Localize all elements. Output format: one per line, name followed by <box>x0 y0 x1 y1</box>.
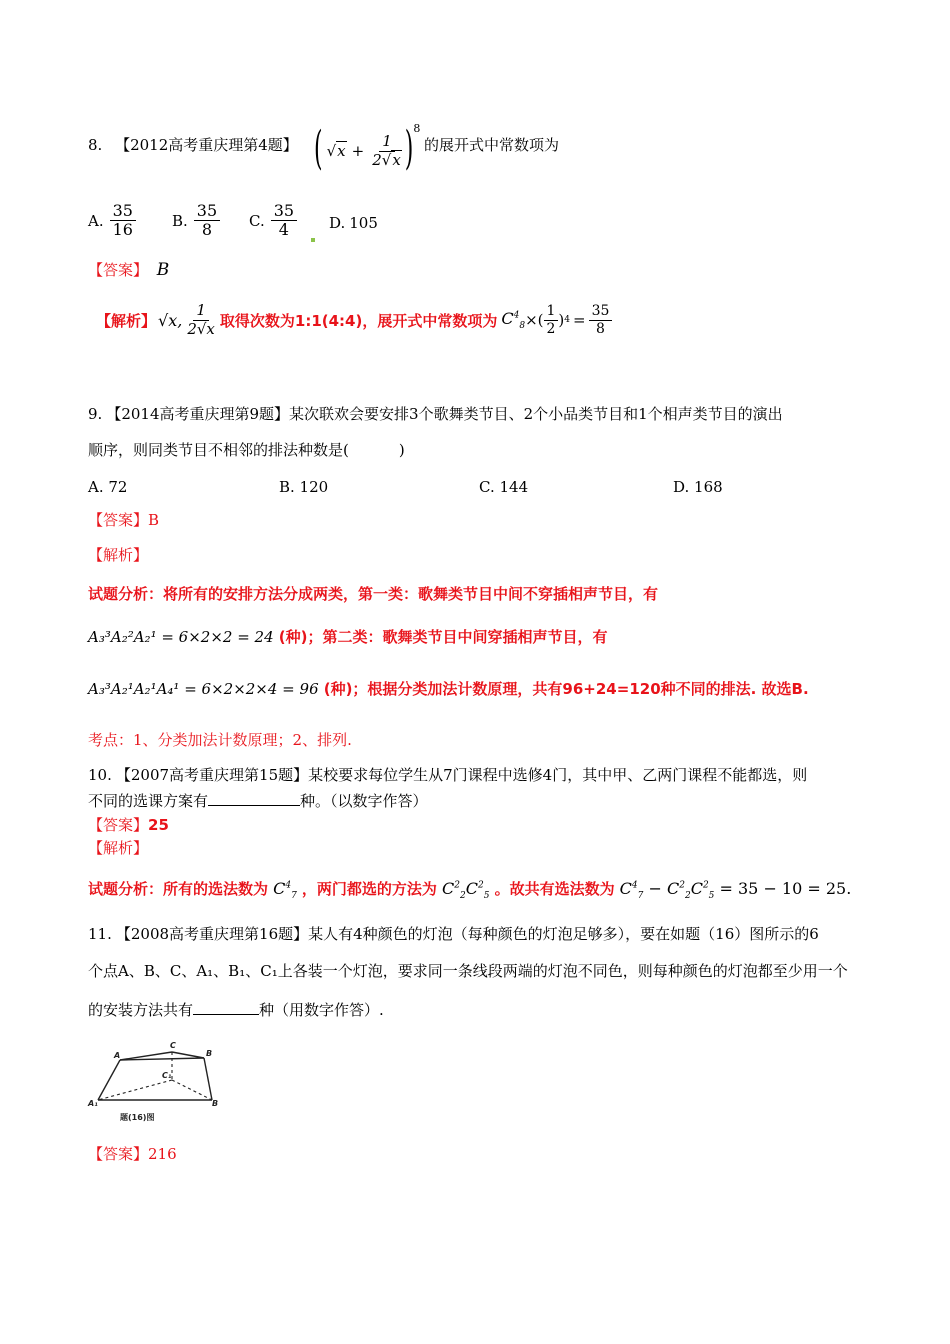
q11-line3: 的安装方法共有 种（用数字作答）. <box>88 1001 384 1019</box>
q10-line1: 10. 【2007高考重庆理第15题】某校要求每位学生从7门课程中选修4门，其中甲、乙两门课程不能都选，则 <box>88 766 808 784</box>
q9-number: 9. <box>88 405 103 423</box>
q8-analysis: 【解析】 √x, $\frac{1}{2√x}$ 取得次数为1:1(4:4)，展开式中常数项为 $C^4_8$ ×( $\frac{1}{2}$ ) 4 = $\frac{35}{8}$ <box>96 297 612 343</box>
label-b1: B <box>212 1099 219 1108</box>
label-c1: C₁ <box>162 1071 172 1080</box>
prism-diagram <box>86 1040 226 1126</box>
q11-line2: 个点A、B、C、A₁、B₁、C₁上各装一个灯泡，要求同一条线段两端的灯泡不同色，则每种颜色的灯泡都至少用一个 <box>88 962 848 980</box>
label-b: B <box>206 1049 213 1058</box>
q8-exponent: 8 <box>413 122 421 135</box>
right-paren: ) <box>404 123 414 177</box>
q9-option-b: B. 120 <box>279 478 329 496</box>
q11-figure <box>86 1040 226 1126</box>
q8-stem-end: 的展开式中常数项为 <box>424 136 560 154</box>
q9-analysis-line3: A₃³A₂¹A₂¹A₄¹ = 6×2×2×4 = 96 (种)；根据分类加法计数原理，共有96+24=120种不同的排法. 故选B. <box>88 680 809 698</box>
q9-analysis-tag: 【解析】 <box>88 546 149 564</box>
q11-source: 【2008高考重庆理第16题】 <box>115 925 309 943</box>
q9-kaodian: 考点：1、分类加法计数原理；2、排列. <box>88 731 352 749</box>
q9-source: 【2014高考重庆理第9题】 <box>106 405 290 423</box>
q8-source: 【2012高考重庆理第4题】 <box>115 136 298 154</box>
left-paren: ( <box>314 123 323 177</box>
label-a: A <box>114 1051 121 1060</box>
q9-option-a: A. 72 <box>88 478 128 496</box>
plus-sign: + <box>351 142 365 160</box>
answer-tag: 【答案】 <box>88 261 149 279</box>
q8-fraction: $\frac{1}{2√x}$ <box>372 132 401 169</box>
label-a1: A₁ <box>88 1099 98 1108</box>
figure-caption: 题(16)图 <box>120 1113 155 1122</box>
sqrt-x: √x <box>326 142 346 160</box>
q9-option-c: C. 144 <box>479 478 529 496</box>
q10-line2: 不同的选课方案有 种。（以数字作答） <box>88 792 428 810</box>
q9-line2: 顺序，则同类节目不相邻的排法种数是( ) <box>88 441 405 459</box>
q9-line1: 9. 【2014高考重庆理第9题】某次联欢会要安排3个歌舞类节目、2个小品类节目和1个相声类节目的演出 <box>88 405 783 423</box>
q8-expression <box>314 124 420 178</box>
q11-answer: 【答案】216 <box>88 1145 177 1163</box>
q9-analysis-line1: 试题分析：将所有的安排方法分成两类，第一类：歌舞类节目中间不穿插相声节目，有 <box>88 585 659 603</box>
q8-stem <box>88 136 298 154</box>
q8-option-b: B. $\frac{35}{8}$ <box>172 202 220 240</box>
q10-answer: 【答案】25 <box>88 816 169 834</box>
q9-option-d: D. 168 <box>673 478 723 496</box>
q11-line1: 11. 【2008高考重庆理第16题】某人有4种颜色的灯泡（每种颜色的灯泡足够多），要在如题（16）图所示的6 <box>88 925 819 943</box>
q8-number: 8. <box>88 136 103 154</box>
q11-number: 11. <box>88 925 112 943</box>
q10-number: 10. <box>88 766 112 784</box>
q8-option-c: C. $\frac{35}{4}$ <box>249 202 297 240</box>
answer-value: B <box>156 260 170 280</box>
label-c: C <box>170 1041 176 1050</box>
q8-option-a: A. $\frac{35}{16}$ <box>88 202 136 240</box>
q8-option-d: D. 105 <box>329 214 378 232</box>
q10-analysis: 试题分析：所有的选法数为 $C^4_7$ ，两门都选的方法为 $C^2_2C^2_5$ 。故共有选法数为 $C^4_7 - C^2_2C^2_5 = 35 - 10 = 25$. <box>88 879 852 902</box>
q9-analysis-line2: A₃³A₂²A₂¹ = 6×2×2 = 24 (种)；第二类：歌舞类节目中间穿插相声节目，有 <box>88 628 608 646</box>
analysis-tag: 【解析】 <box>96 311 157 330</box>
green-mark <box>311 227 315 246</box>
q9-answer: 【答案】B <box>88 511 160 529</box>
q10-source: 【2007高考重庆理第15题】 <box>115 766 309 784</box>
q10-analysis-tag: 【解析】 <box>88 839 149 857</box>
q8-answer <box>88 261 169 279</box>
